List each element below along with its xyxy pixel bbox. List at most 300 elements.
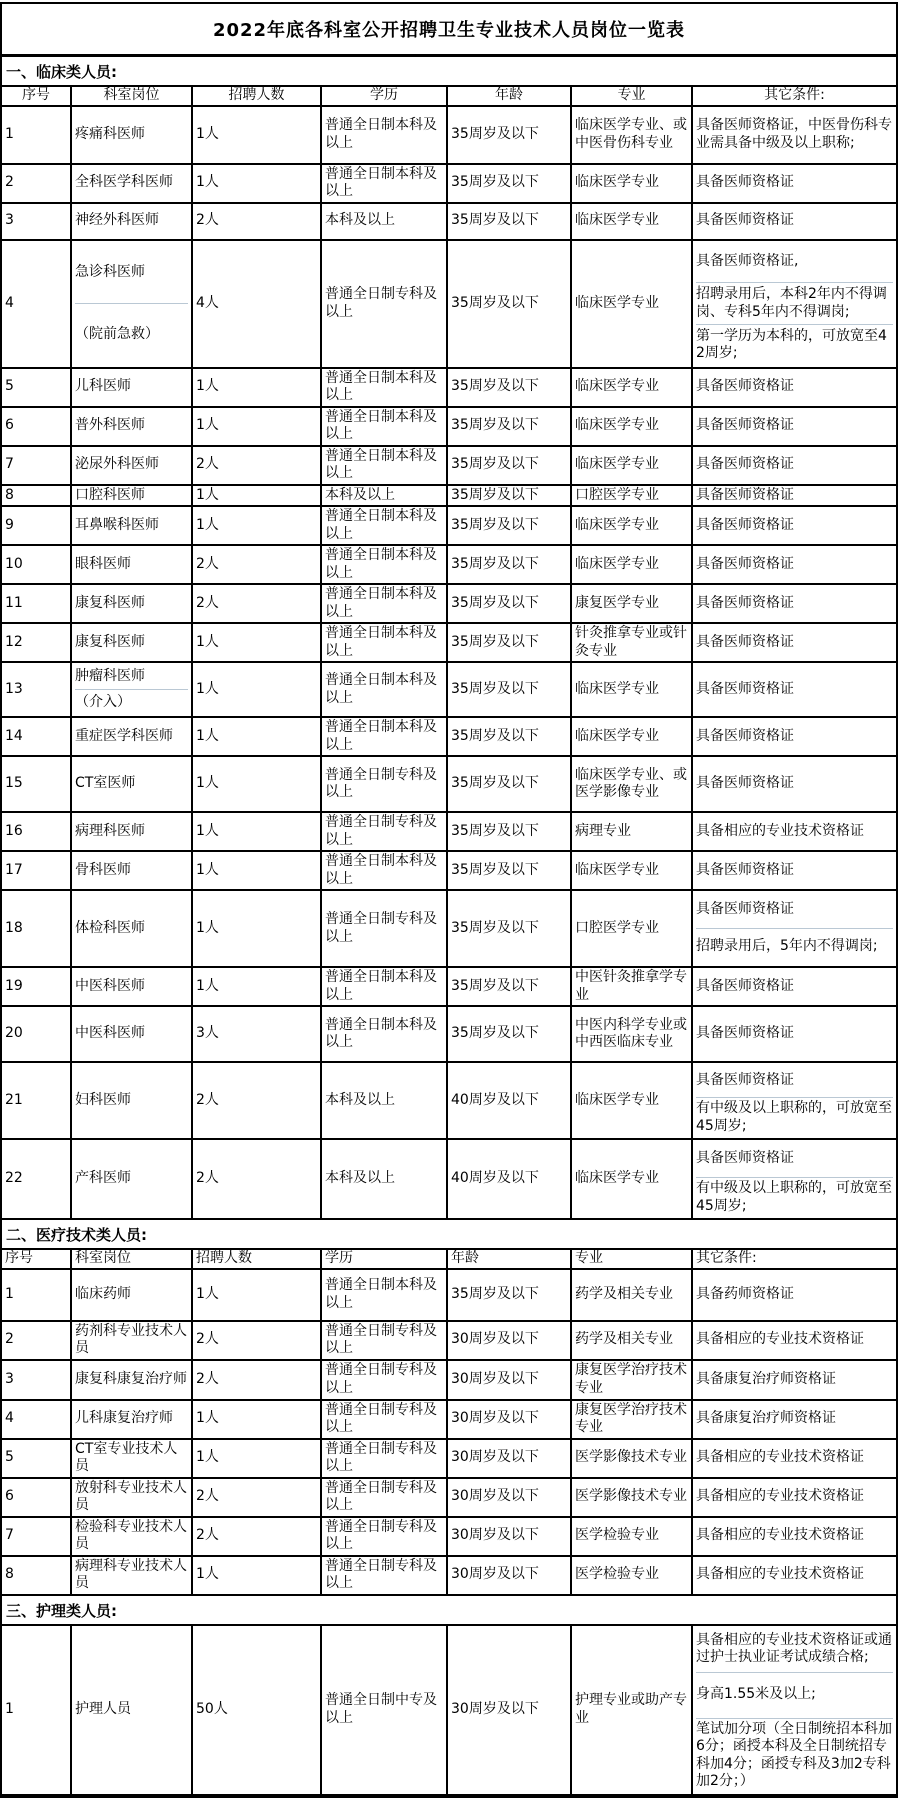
table-cell — [322, 204, 448, 239]
cell-paragraph: 急诊科医师 — [75, 263, 145, 280]
cell-value: 2人 — [196, 1331, 219, 1348]
cell-value: 3人 — [196, 1025, 219, 1042]
cell-value: 具备医师资格证 — [696, 212, 794, 229]
table-cell — [322, 546, 448, 583]
cell-paragraph: 具备医师资格证 — [696, 901, 794, 918]
cell-paragraph: 招聘录用后，5年内不得调岗; — [696, 928, 893, 965]
cell-value: 普通全日制专科及以上 — [325, 1440, 437, 1474]
cell-value: 35周岁及以下 — [451, 555, 539, 572]
table-cell — [448, 663, 572, 716]
table-cell — [572, 891, 693, 966]
table-row — [2, 1518, 896, 1557]
cell-value: 医学检验专业 — [575, 1527, 659, 1544]
cell-paragraph: （介入） — [75, 689, 188, 715]
table-row — [2, 968, 896, 1007]
table-row — [2, 1007, 896, 1063]
cell-value: 30周岁及以下 — [451, 1449, 539, 1466]
cell-value: 具备医师资格证 — [696, 174, 794, 191]
table-cell — [2, 1518, 72, 1555]
table-cell — [448, 1518, 572, 1555]
cell-value: 临床医学专业、或医学影像专业 — [575, 766, 687, 800]
table-row — [2, 813, 896, 852]
table-cell — [72, 757, 193, 811]
cell-value: 2人 — [196, 1488, 219, 1505]
section-heading: 一、临床类人员: — [2, 57, 896, 87]
table-row — [2, 546, 896, 585]
cell-value: 1人 — [196, 822, 219, 839]
cell-value: 临床医学专业 — [575, 1170, 659, 1187]
table-row — [2, 852, 896, 891]
cell-value: 医学影像技术专业 — [575, 1488, 687, 1505]
cell-value: 35周岁及以下 — [451, 727, 539, 744]
table-cell — [2, 1440, 72, 1477]
column-header-label: 年龄 — [495, 87, 523, 103]
cell-value: 2人 — [196, 1370, 219, 1387]
cell-value: 1人 — [196, 680, 219, 697]
cell-value: 具备医师资格证 — [696, 456, 794, 473]
cell-value: 康复科医师 — [75, 633, 145, 650]
cell-value: 疼痛科医师 — [75, 125, 145, 142]
cell-value: 普通全日制中专及以上 — [325, 1692, 437, 1726]
table-cell — [572, 585, 693, 622]
cell-value: 临床医学专业 — [575, 516, 659, 533]
cell-value: 病理科专业技术人员 — [75, 1557, 187, 1591]
column-header — [448, 87, 572, 105]
table-cell — [572, 1479, 693, 1516]
table-cell — [2, 718, 72, 755]
table-cell — [2, 241, 72, 367]
table-cell — [448, 1626, 572, 1794]
column-header-label: 招聘人数 — [196, 1250, 252, 1266]
table-cell — [72, 968, 193, 1005]
table-cell — [693, 507, 896, 544]
cell-value: 普通全日制本科及以上 — [325, 117, 437, 151]
cell-value: 7 — [5, 1527, 14, 1544]
cell-value: 药剂科专业技术人员 — [75, 1322, 187, 1356]
cell-value: 8 — [5, 1566, 14, 1583]
table-cell — [193, 1140, 322, 1218]
table-cell — [322, 408, 448, 445]
cell-paragraph: 身高1.55米及以上; — [696, 1672, 893, 1718]
cell-value: 病理科医师 — [75, 822, 145, 839]
cell-value: 放射科专业技术人员 — [75, 1479, 187, 1513]
cell-value: 产科医师 — [75, 1170, 131, 1187]
table-cell — [448, 165, 572, 202]
table-cell — [2, 165, 72, 202]
cell-value: 17 — [5, 861, 23, 878]
cell-value: 5 — [5, 378, 14, 395]
cell-value: 35周岁及以下 — [451, 775, 539, 792]
table-cell — [193, 165, 322, 202]
table-row — [2, 585, 896, 624]
cell-value: 35周岁及以下 — [451, 294, 539, 311]
cell-value: 临床药师 — [75, 1285, 131, 1302]
table-cell — [322, 1440, 448, 1477]
table-cell — [322, 369, 448, 406]
table-cell — [572, 408, 693, 445]
cell-value: 30周岁及以下 — [451, 1566, 539, 1583]
column-header-label: 学历 — [325, 1250, 353, 1266]
table-cell — [572, 663, 693, 716]
table-cell — [693, 1063, 896, 1138]
cell-value: 普通全日制本科及以上 — [325, 165, 437, 199]
column-header-label: 序号 — [5, 1250, 33, 1266]
table-cell — [448, 486, 572, 506]
table-cell — [572, 507, 693, 544]
table-row — [2, 165, 896, 204]
table-cell — [2, 1322, 72, 1359]
table-cell — [322, 1626, 448, 1794]
cell-value: 普通全日制本科及以上 — [325, 408, 437, 442]
table-row — [2, 663, 896, 718]
table-cell — [193, 204, 322, 239]
table-cell — [2, 1626, 72, 1794]
table-cell — [322, 447, 448, 484]
column-header-label: 专业 — [575, 1250, 603, 1266]
table-cell — [2, 1270, 72, 1320]
table-cell — [572, 204, 693, 239]
cell-value: 本科及以上 — [325, 1170, 395, 1187]
cell-value: 普通全日制专科及以上 — [325, 1322, 437, 1356]
table-cell — [2, 968, 72, 1005]
table-cell — [2, 891, 72, 966]
table-cell — [193, 1322, 322, 1359]
cell-value: 2人 — [196, 456, 219, 473]
table-cell — [693, 585, 896, 622]
cell-value: 15 — [5, 775, 23, 792]
table-cell — [448, 624, 572, 661]
cell-value: 普通全日制专科及以上 — [325, 1557, 437, 1591]
cell-value: 普通全日制专科及以上 — [325, 911, 437, 945]
cell-value: 护理专业或助产专业 — [575, 1692, 687, 1726]
table-cell — [693, 624, 896, 661]
table-cell — [193, 624, 322, 661]
cell-value: 本科及以上 — [325, 1091, 395, 1108]
table-cell — [2, 1361, 72, 1399]
table-cell — [572, 241, 693, 367]
table-cell — [448, 757, 572, 811]
table-cell — [72, 1518, 193, 1555]
cell-value: 具备医师资格证 — [696, 378, 794, 395]
table-row — [2, 718, 896, 757]
cell-value: 具备相应的专业技术资格证 — [696, 1331, 864, 1348]
cell-value: 具备相应的专业技术资格证 — [696, 1527, 864, 1544]
cell-value: 康复科医师 — [75, 594, 145, 611]
cell-value: 口腔医学专业 — [575, 486, 659, 503]
cell-value: 40周岁及以下 — [451, 1170, 539, 1187]
cell-value: 4 — [5, 1410, 14, 1427]
table-cell — [193, 1518, 322, 1555]
table-cell — [322, 165, 448, 202]
cell-value: 30周岁及以下 — [451, 1527, 539, 1544]
cell-value: 康复医学治疗技术专业 — [575, 1362, 687, 1396]
cell-value: 重症医学科医师 — [75, 727, 173, 744]
cell-paragraph: 具备医师资格证 — [696, 1150, 794, 1167]
table-cell — [193, 107, 322, 163]
cell-value: 普通全日制专科及以上 — [325, 1518, 437, 1552]
table-cell — [322, 813, 448, 850]
cell-value: 30周岁及以下 — [451, 1700, 539, 1717]
table-cell — [72, 241, 193, 367]
cell-value: CT室专业技术人员 — [75, 1440, 178, 1474]
cell-value: 1人 — [196, 1410, 219, 1427]
table-cell — [72, 585, 193, 622]
table-cell — [448, 447, 572, 484]
table-row — [2, 447, 896, 486]
table-cell — [322, 663, 448, 716]
table-cell — [72, 1140, 193, 1218]
cell-value: 18 — [5, 919, 23, 936]
table-cell — [2, 1557, 72, 1594]
table-cell — [572, 1518, 693, 1555]
table-cell — [448, 241, 572, 367]
table-cell — [322, 107, 448, 163]
cell-value: 12 — [5, 633, 23, 650]
table-row — [2, 204, 896, 241]
table-cell — [448, 546, 572, 583]
cell-value: 30周岁及以下 — [451, 1410, 539, 1427]
cell-value: 具备医师资格证 — [696, 727, 794, 744]
cell-value: 35周岁及以下 — [451, 680, 539, 697]
table-cell — [448, 1140, 572, 1218]
cell-value: 康复医学治疗技术专业 — [575, 1401, 687, 1435]
cell-value: 30周岁及以下 — [451, 1488, 539, 1505]
table-cell — [193, 1626, 322, 1794]
cell-paragraph: 具备医师资格证, — [696, 253, 799, 270]
table-cell — [693, 1557, 896, 1594]
cell-value: 普通全日制本科及以上 — [325, 508, 437, 542]
cell-value: 35周岁及以下 — [451, 516, 539, 533]
cell-value: 普通全日制本科及以上 — [325, 1016, 437, 1050]
column-header — [322, 1250, 448, 1268]
cell-value: 具备医师资格证 — [696, 594, 794, 611]
cell-value: 普通全日制专科及以上 — [325, 814, 437, 848]
table-cell — [322, 1557, 448, 1594]
table-cell — [72, 624, 193, 661]
cell-value: 临床医学专业 — [575, 861, 659, 878]
table-cell — [72, 1557, 193, 1594]
cell-value: 普通全日制专科及以上 — [325, 766, 437, 800]
column-header-label: 科室岗位 — [75, 1250, 131, 1266]
cell-value: 1人 — [196, 486, 219, 503]
cell-value: 35周岁及以下 — [451, 174, 539, 191]
table-cell — [693, 852, 896, 889]
table-cell — [322, 1479, 448, 1516]
cell-value: 35周岁及以下 — [451, 919, 539, 936]
cell-value: 妇科医师 — [75, 1091, 131, 1108]
cell-value: 神经外科医师 — [75, 212, 159, 229]
table-cell — [72, 486, 193, 506]
cell-value: 9 — [5, 516, 14, 533]
cell-value: 35周岁及以下 — [451, 378, 539, 395]
cell-paragraph: 招聘录用后，本科2年内不得调岗、专科5年内不得调岗; — [696, 282, 893, 324]
table-row — [2, 1322, 896, 1361]
cell-value: 临床医学专业 — [575, 727, 659, 744]
cell-value: 普通全日制本科及以上 — [325, 625, 437, 659]
table-cell — [693, 1440, 896, 1477]
table-cell — [193, 1440, 322, 1477]
table-cell — [72, 447, 193, 484]
table-cell — [193, 663, 322, 716]
table-cell — [72, 1270, 193, 1320]
table-cell — [322, 1518, 448, 1555]
table-cell — [448, 1479, 572, 1516]
table-cell — [193, 486, 322, 506]
table-cell — [2, 1479, 72, 1516]
cell-value: 体检科医师 — [75, 919, 145, 936]
table-cell — [72, 1440, 193, 1477]
cell-value: 药学及相关专业 — [575, 1285, 673, 1302]
table-cell — [2, 546, 72, 583]
table-cell — [193, 507, 322, 544]
cell-value: 1人 — [196, 919, 219, 936]
table-cell — [448, 369, 572, 406]
table-cell — [572, 486, 693, 506]
table-cell — [193, 891, 322, 966]
table-cell — [2, 1063, 72, 1138]
table-cell — [448, 718, 572, 755]
table-cell — [693, 1401, 896, 1438]
table-cell — [693, 369, 896, 406]
column-header-row — [2, 87, 896, 107]
table-cell — [322, 891, 448, 966]
table-row — [2, 408, 896, 447]
cell-value: 35周岁及以下 — [451, 1025, 539, 1042]
cell-value: 35周岁及以下 — [451, 977, 539, 994]
cell-value: 2 — [5, 174, 14, 191]
column-header — [693, 87, 896, 105]
column-header-row — [2, 1250, 896, 1270]
column-header — [572, 1250, 693, 1268]
table-cell — [572, 369, 693, 406]
cell-value: 2人 — [196, 212, 219, 229]
table-cell — [693, 1007, 896, 1061]
cell-value: 16 — [5, 822, 23, 839]
table-cell — [2, 585, 72, 622]
table-cell — [448, 852, 572, 889]
cell-value: 1人 — [196, 727, 219, 744]
table-cell — [693, 204, 896, 239]
table-cell — [322, 1401, 448, 1438]
cell-value: 35周岁及以下 — [451, 125, 539, 142]
cell-value: 1 — [5, 125, 14, 142]
table-cell — [572, 1140, 693, 1218]
table-cell — [193, 1557, 322, 1594]
table-cell — [2, 624, 72, 661]
table-cell — [448, 507, 572, 544]
table-cell — [693, 663, 896, 716]
table-cell — [322, 718, 448, 755]
table-cell — [193, 757, 322, 811]
cell-value: 具备相应的专业技术资格证 — [696, 1449, 864, 1466]
cell-value: 具备医师资格证 — [696, 680, 794, 697]
cell-value: 35周岁及以下 — [451, 1285, 539, 1302]
cell-value: 具备相应的专业技术资格证 — [696, 1488, 864, 1505]
table-cell — [72, 718, 193, 755]
cell-value: 1人 — [196, 977, 219, 994]
cell-value: 35周岁及以下 — [451, 822, 539, 839]
cell-value: 儿科医师 — [75, 378, 131, 395]
cell-value: 具备医师资格证 — [696, 977, 794, 994]
column-header — [193, 87, 322, 105]
table-cell — [448, 891, 572, 966]
table-cell — [322, 624, 448, 661]
table-cell — [693, 813, 896, 850]
table-cell — [572, 718, 693, 755]
table-cell — [572, 546, 693, 583]
cell-value: 中医科医师 — [75, 977, 145, 994]
cell-value: 临床医学专业 — [575, 456, 659, 473]
table-cell — [193, 813, 322, 850]
cell-value: 1人 — [196, 775, 219, 792]
table-row — [2, 241, 896, 369]
table-cell — [72, 1401, 193, 1438]
table-row — [2, 1361, 896, 1401]
table-cell — [693, 968, 896, 1005]
cell-value: 具备医师资格证 — [696, 417, 794, 434]
cell-paragraph: 第一学历为本科的，可放宽至42周岁; — [696, 324, 893, 366]
cell-value: 22 — [5, 1170, 23, 1187]
table-cell — [2, 369, 72, 406]
cell-value: 1人 — [196, 125, 219, 142]
cell-value: 泌尿外科医师 — [75, 456, 159, 473]
cell-value: 具备相应的专业技术资格证 — [696, 822, 864, 839]
table-cell — [448, 1401, 572, 1438]
cell-value: 1 — [5, 1700, 14, 1717]
cell-value: 临床医学专业 — [575, 212, 659, 229]
cell-value: 口腔医学专业 — [575, 919, 659, 936]
cell-value: 40周岁及以下 — [451, 1091, 539, 1108]
cell-value: 普通全日制专科及以上 — [325, 1362, 437, 1396]
table-cell — [2, 1140, 72, 1218]
cell-paragraph: 具备相应的专业技术资格证或通过护士执业证考试成绩合格; — [696, 1631, 892, 1665]
table-cell — [448, 1361, 572, 1399]
cell-value: 8 — [5, 486, 14, 503]
table-cell — [72, 852, 193, 889]
table-cell — [322, 585, 448, 622]
cell-value: 1人 — [196, 633, 219, 650]
cell-value: 1 — [5, 1285, 14, 1302]
cell-value: 14 — [5, 727, 23, 744]
cell-value: 6 — [5, 417, 14, 434]
table-cell — [72, 1063, 193, 1138]
table-cell — [448, 408, 572, 445]
table-cell — [448, 1322, 572, 1359]
cell-paragraph: 有中级及以上职称的，可放宽至45周岁; — [696, 1177, 893, 1217]
column-header — [193, 1250, 322, 1268]
table-cell — [572, 813, 693, 850]
cell-value: 具备康复治疗师资格证 — [696, 1370, 836, 1387]
cell-value: 2人 — [196, 1170, 219, 1187]
table-cell — [72, 1626, 193, 1794]
table-cell — [193, 1270, 322, 1320]
table-cell — [448, 1557, 572, 1594]
cell-value: 具备医师资格证 — [696, 775, 794, 792]
cell-value: 具备康复治疗师资格证 — [696, 1410, 836, 1427]
cell-value: 中医内科学专业或中西医临床专业 — [575, 1016, 687, 1050]
table-row — [2, 891, 896, 968]
table-cell — [72, 107, 193, 163]
table-cell — [448, 813, 572, 850]
section-heading: 三、护理类人员: — [2, 1596, 896, 1626]
section-heading: 二、医疗技术类人员: — [2, 1220, 896, 1250]
cell-value: 3 — [5, 212, 14, 229]
column-header — [72, 1250, 193, 1268]
table-row — [2, 1140, 896, 1220]
cell-value: 2人 — [196, 1091, 219, 1108]
table-cell — [448, 968, 572, 1005]
column-header — [322, 87, 448, 105]
